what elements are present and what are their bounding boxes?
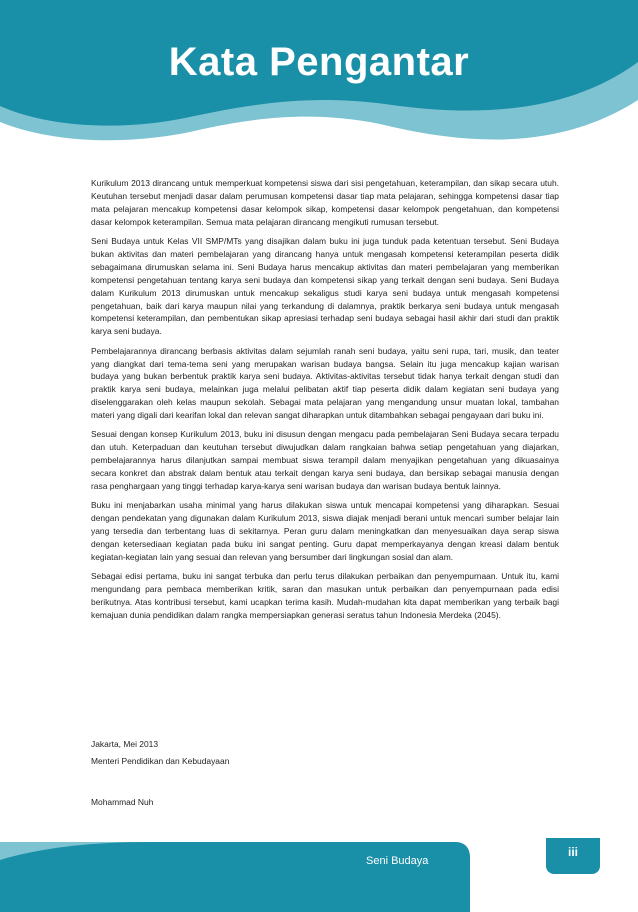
place-date: Jakarta, Mei 2013 <box>91 739 159 749</box>
signatory-title: Menteri Pendidikan dan Kebudayaan <box>91 756 230 766</box>
paragraph: Sesuai dengan konsep Kurikulum 2013, buku ini disusun dengan mengacu pada pembelajaran Seni Budaya secara terpadu dan utuh. Keterpaduan dan keutuhan tersebut diwujudkan dalam rangkaian bahwa setiap pengetahuan yang diajarkan, pembelajarannya harus dilanjutkan sampai membuat siswa terampil dalam menyajikan pengetahuan yang dikuasainya secara konkret dan abstrak dalam bentuk atau terkait dengan karya seni budaya, dan bersikap sebagai manusia dengan rasa penghargaan yang tinggi terhadap karya-karya seni warisan budaya dan warisan budaya bentuk lainnya. <box>91 429 559 492</box>
page-title: Kata Pengantar <box>168 40 470 84</box>
paragraph: Pembelajarannya dirancang berbasis aktivitas dalam sejumlah ranah seni budaya, yaitu seni rupa, tari, musik, dan teater yang diangkat dari tema-tema seni yang merupakan warisan budaya bangsa. Selain itu juga mencakup kajian warisan budaya yang bukan berbentuk praktik karya seni budaya. Aktivitas-aktivitas tersebut tidak hanya terkait dengan studi dan praktik karya seni budaya, melainkan juga melalui pelibatan aktif tiap peserta didik dalam kegiatan seni budaya yang diselenggarakan oleh kelas maupun sekolah. Sebagai mata pelajaran yang mengandung unsur muatan lokal, tambahan materi yang digali dari kearifan lokal dan relevan sangat diharapkan untuk ditambahkan sebagai pengayaan dari buku ini. <box>91 345 559 421</box>
body-text <box>91 177 559 628</box>
signatory-name: Mohammad Nuh <box>91 797 154 807</box>
paragraph: Buku ini menjabarkan usaha minimal yang harus dilakukan siswa untuk mencapai kompetensi yang diharapkan. Sesuai dengan pendekatan yang digunakan dalam Kurikulum 2013, siswa diajak menjadi berani untuk mencari sumber belajar lain yang tersedia dan terbentang luas di sekitarnya. Peran guru dalam meningkatkan dan menyesuaikan daya serap siswa dengan ketersediaan kegiatan pada buku ini sangat penting. Guru dapat memperkayanya dengan kreasi dalam bentuk kegiatan-kegiatan lain yang sesuai dan relevan yang bersumber dari lingkungan sosial dan alam. <box>91 500 559 563</box>
paragraph: Sebagai edisi pertama, buku ini sangat terbuka dan perlu terus dilakukan perbaikan dan penyempurnaan. Untuk itu, kami mengundang para pembaca memberikan kritik, saran dan masukan untuk perbaikan dan penyempurnaan pada edisi berikutnya. Atas kontribusi tersebut, kami ucapkan terima kasih. Mudah-mudahan kita dapat memberikan yang terbaik bagi kemajuan dunia pendidikan dalam rangka mempersiapkan generasi seratus tahun Indonesia Merdeka (2045). <box>91 571 559 621</box>
footer-banner <box>0 838 638 912</box>
page-number: iii <box>567 845 578 859</box>
footer-book-title: Seni Budaya <box>366 855 429 867</box>
paragraph: Kurikulum 2013 dirancang untuk memperkuat kompetensi siswa dari sisi pengetahuan, keterampilan, dan sikap secara utuh. Keutuhan tersebut menjadi dasar dalam perumusan kompetensi dasar tiap mata pelajaran, sehingga kompetensi dasar tiap mata pelajaran mencakup kompetensi dasar kelompok sikap, kompetensi dasar kelompok pengetahuan, dan kompetensi dasar kelompok keterampilan. Semua mata pelajaran dirancang mengikuti rumusan tersebut. <box>91 178 559 227</box>
paragraph: Seni Budaya untuk Kelas VII SMP/MTs yang disajikan dalam buku ini juga tunduk pada ketentuan tersebut. Seni Budaya bukan aktivitas dan materi pembelajaran yang dirancang hanya untuk mengasah kompetensi keterampilan peserta didik sebagaimana dirumuskan selama ini. Seni Budaya harus mencakup aktivitas dan materi pembelajaran yang memberikan kompetensi pengetahuan tentang karya seni budaya dan kompetensi sikap yang terkait dengan seni budaya. Seni Budaya dalam Kurikulum 2013 dirumuskan untuk mencakup sekaligus studi karya seni budaya untuk mengasah kompetensi pengetahuan, baik dari karya maupun nilai yang terkandung di dalamnya, praktik berkarya seni budaya untuk mengasah kompetensi keterampilan, dan pembentukan sikap apresiasi terhadap seni budaya sebagai hasil akhir dari studi dan praktik karya seni budaya. <box>91 236 559 337</box>
footer-band-dark <box>0 842 470 912</box>
